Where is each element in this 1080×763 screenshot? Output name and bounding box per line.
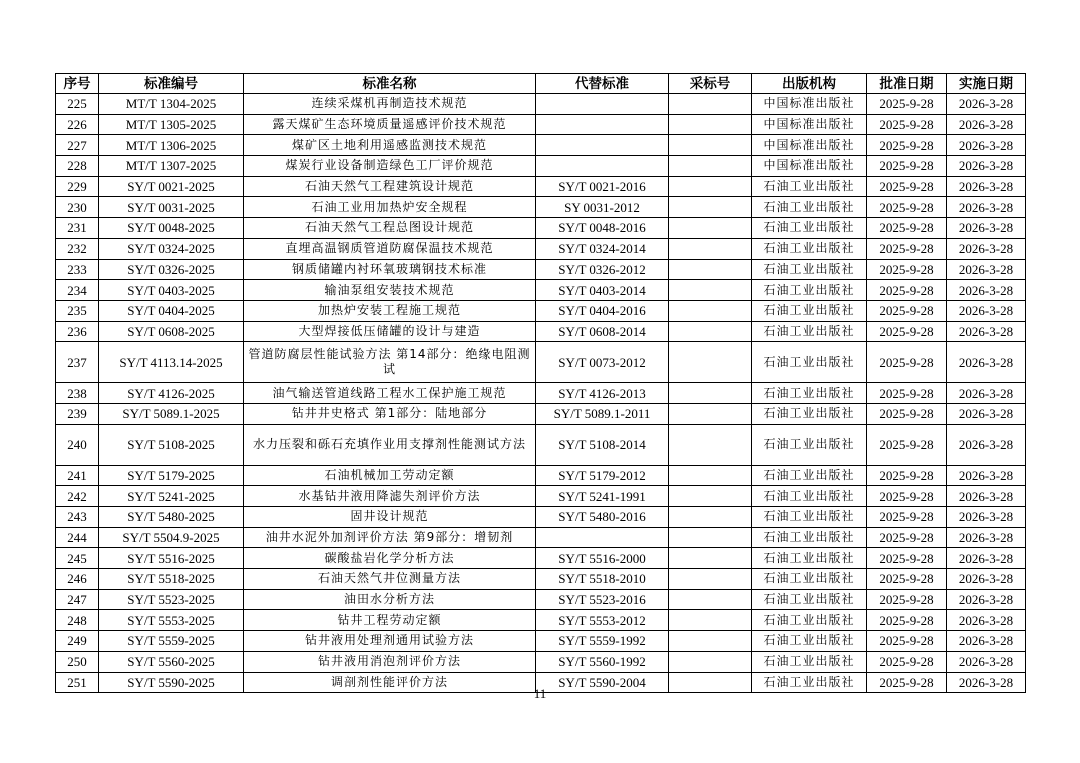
cell-implementation-date: 2026-3-28 [947, 589, 1026, 610]
cell-implementation-date: 2026-3-28 [947, 114, 1026, 135]
cell-implementation-date: 2026-3-28 [947, 507, 1026, 528]
table-row [56, 238, 1026, 259]
table-row [56, 548, 1026, 569]
cell-serial: 248 [56, 610, 99, 631]
cell-replaced-standard: SY/T 5559-1992 [536, 631, 669, 652]
cell-standard-name: 油田水分析方法 [244, 589, 536, 610]
cell-serial: 244 [56, 527, 99, 548]
cell-implementation-date: 2026-3-28 [947, 631, 1026, 652]
cell-standard-number: MT/T 1304-2025 [99, 94, 244, 115]
cell-serial: 235 [56, 300, 99, 321]
cell-replaced-standard: SY 0031-2012 [536, 197, 669, 218]
cell-standard-number: SY/T 5179-2025 [99, 465, 244, 486]
cell-adopted-number [669, 424, 752, 465]
table-row [56, 569, 1026, 590]
cell-publisher: 石油工业出版社 [752, 631, 867, 652]
cell-replaced-standard: SY/T 5108-2014 [536, 424, 669, 465]
table-row [56, 465, 1026, 486]
cell-publisher: 石油工业出版社 [752, 300, 867, 321]
cell-publisher: 石油工业出版社 [752, 197, 867, 218]
cell-serial: 231 [56, 218, 99, 239]
cell-serial: 226 [56, 114, 99, 135]
cell-implementation-date: 2026-3-28 [947, 486, 1026, 507]
cell-adopted-number [669, 114, 752, 135]
cell-approval-date: 2025-9-28 [867, 569, 947, 590]
cell-standard-number: SY/T 5560-2025 [99, 651, 244, 672]
cell-standard-name: 钻井液用处理剂通用试验方法 [244, 631, 536, 652]
cell-serial: 241 [56, 465, 99, 486]
cell-adopted-number [669, 403, 752, 424]
cell-publisher: 石油工业出版社 [752, 610, 867, 631]
cell-replaced-standard: SY/T 5518-2010 [536, 569, 669, 590]
page-number: 11 [533, 686, 547, 701]
cell-serial: 246 [56, 569, 99, 590]
cell-serial: 232 [56, 238, 99, 259]
cell-approval-date: 2025-9-28 [867, 280, 947, 301]
cell-adopted-number [669, 280, 752, 301]
cell-implementation-date: 2026-3-28 [947, 218, 1026, 239]
cell-replaced-standard: SY/T 0324-2014 [536, 238, 669, 259]
table-row [56, 300, 1026, 321]
cell-standard-number: SY/T 5516-2025 [99, 548, 244, 569]
cell-replaced-standard [536, 135, 669, 156]
cell-standard-name: 调剖剂性能评价方法 [244, 672, 536, 693]
table-row [56, 321, 1026, 342]
cell-publisher: 石油工业出版社 [752, 383, 867, 404]
cell-adopted-number [669, 259, 752, 280]
cell-adopted-number [669, 527, 752, 548]
table-row [56, 280, 1026, 301]
cell-implementation-date: 2026-3-28 [947, 424, 1026, 465]
cell-publisher: 石油工业出版社 [752, 280, 867, 301]
cell-standard-name: 石油天然气工程建筑设计规范 [244, 176, 536, 197]
cell-approval-date: 2025-9-28 [867, 176, 947, 197]
cell-implementation-date: 2026-3-28 [947, 156, 1026, 177]
cell-standard-number: SY/T 5590-2025 [99, 672, 244, 693]
cell-adopted-number [669, 631, 752, 652]
cell-standard-name: 碳酸盐岩化学分析方法 [244, 548, 536, 569]
cell-publisher: 石油工业出版社 [752, 176, 867, 197]
cell-standard-number: SY/T 5480-2025 [99, 507, 244, 528]
table-row [56, 403, 1026, 424]
cell-adopted-number [669, 507, 752, 528]
cell-standard-name: 管道防腐层性能试验方法 第14部分：绝缘电阻测试 [244, 342, 536, 383]
cell-implementation-date: 2026-3-28 [947, 238, 1026, 259]
cell-standard-name: 露天煤矿生态环境质量遥感评价技术规范 [244, 114, 536, 135]
cell-standard-number: SY/T 4126-2025 [99, 383, 244, 404]
cell-publisher: 石油工业出版社 [752, 589, 867, 610]
cell-standard-name: 钢质储罐内衬环氧玻璃钢技术标准 [244, 259, 536, 280]
cell-standard-number: SY/T 0031-2025 [99, 197, 244, 218]
cell-approval-date: 2025-9-28 [867, 218, 947, 239]
cell-adopted-number [669, 135, 752, 156]
cell-standard-number: SY/T 0326-2025 [99, 259, 244, 280]
cell-standard-number: SY/T 5523-2025 [99, 589, 244, 610]
table-row [56, 156, 1026, 177]
cell-adopted-number [669, 238, 752, 259]
cell-replaced-standard: SY/T 5179-2012 [536, 465, 669, 486]
cell-serial: 245 [56, 548, 99, 569]
cell-standard-number: MT/T 1307-2025 [99, 156, 244, 177]
cell-publisher: 中国标准出版社 [752, 114, 867, 135]
cell-publisher: 中国标准出版社 [752, 94, 867, 115]
cell-standard-name: 加热炉安装工程施工规范 [244, 300, 536, 321]
header-adopted-number: 采标号 [669, 74, 752, 94]
cell-standard-number: SY/T 5108-2025 [99, 424, 244, 465]
cell-serial: 230 [56, 197, 99, 218]
cell-approval-date: 2025-9-28 [867, 465, 947, 486]
cell-serial: 238 [56, 383, 99, 404]
cell-publisher: 石油工业出版社 [752, 403, 867, 424]
cell-serial: 239 [56, 403, 99, 424]
cell-standard-name: 石油天然气工程总图设计规范 [244, 218, 536, 239]
cell-approval-date: 2025-9-28 [867, 342, 947, 383]
cell-approval-date: 2025-9-28 [867, 631, 947, 652]
cell-standard-name: 石油机械加工劳动定额 [244, 465, 536, 486]
cell-adopted-number [669, 610, 752, 631]
cell-standard-name: 水基钻井液用降滤失剂评价方法 [244, 486, 536, 507]
cell-serial: 249 [56, 631, 99, 652]
cell-serial: 225 [56, 94, 99, 115]
cell-standard-number: SY/T 5553-2025 [99, 610, 244, 631]
table-row [56, 342, 1026, 383]
cell-adopted-number [669, 569, 752, 590]
table-row [56, 527, 1026, 548]
cell-adopted-number [669, 486, 752, 507]
cell-approval-date: 2025-9-28 [867, 403, 947, 424]
cell-serial: 247 [56, 589, 99, 610]
header-standard-name: 标准名称 [244, 74, 536, 94]
cell-approval-date: 2025-9-28 [867, 424, 947, 465]
cell-adopted-number [669, 94, 752, 115]
cell-standard-number: SY/T 0404-2025 [99, 300, 244, 321]
cell-implementation-date: 2026-3-28 [947, 280, 1026, 301]
cell-adopted-number [669, 548, 752, 569]
cell-adopted-number [669, 651, 752, 672]
cell-standard-name: 输油泵组安装技术规范 [244, 280, 536, 301]
cell-standard-name: 煤矿区土地利用遥感监测技术规范 [244, 135, 536, 156]
cell-standard-number: SY/T 0608-2025 [99, 321, 244, 342]
header-publisher: 出版机构 [752, 74, 867, 94]
cell-adopted-number [669, 321, 752, 342]
cell-approval-date: 2025-9-28 [867, 135, 947, 156]
table-body [56, 94, 1026, 693]
cell-approval-date: 2025-9-28 [867, 197, 947, 218]
cell-publisher: 中国标准出版社 [752, 135, 867, 156]
table-row [56, 218, 1026, 239]
table-row [56, 651, 1026, 672]
cell-replaced-standard: SY/T 5523-2016 [536, 589, 669, 610]
cell-adopted-number [669, 383, 752, 404]
cell-replaced-standard [536, 527, 669, 548]
cell-standard-name: 钻井井史格式 第1部分：陆地部分 [244, 403, 536, 424]
cell-adopted-number [669, 218, 752, 239]
cell-approval-date: 2025-9-28 [867, 672, 947, 693]
cell-publisher: 石油工业出版社 [752, 342, 867, 383]
cell-standard-number: SY/T 0403-2025 [99, 280, 244, 301]
cell-standard-name: 固井设计规范 [244, 507, 536, 528]
cell-standard-number: MT/T 1306-2025 [99, 135, 244, 156]
cell-replaced-standard: SY/T 0608-2014 [536, 321, 669, 342]
cell-publisher: 石油工业出版社 [752, 321, 867, 342]
cell-implementation-date: 2026-3-28 [947, 465, 1026, 486]
standards-table [55, 73, 1026, 693]
header-standard-number: 标准编号 [99, 74, 244, 94]
cell-replaced-standard: SY/T 5516-2000 [536, 548, 669, 569]
table-row [56, 259, 1026, 280]
cell-approval-date: 2025-9-28 [867, 527, 947, 548]
table-header-row [56, 74, 1026, 94]
cell-serial: 227 [56, 135, 99, 156]
cell-replaced-standard: SY/T 0326-2012 [536, 259, 669, 280]
cell-serial: 242 [56, 486, 99, 507]
cell-implementation-date: 2026-3-28 [947, 176, 1026, 197]
cell-standard-name: 水力压裂和砾石充填作业用支撑剂性能测试方法 [244, 424, 536, 465]
cell-standard-name: 石油工业用加热炉安全规程 [244, 197, 536, 218]
header-implementation-date: 实施日期 [947, 74, 1026, 94]
cell-approval-date: 2025-9-28 [867, 651, 947, 672]
cell-replaced-standard: SY/T 5590-2004 [536, 672, 669, 693]
cell-publisher: 石油工业出版社 [752, 527, 867, 548]
cell-standard-number: SY/T 5518-2025 [99, 569, 244, 590]
cell-replaced-standard: SY/T 4126-2013 [536, 383, 669, 404]
cell-implementation-date: 2026-3-28 [947, 527, 1026, 548]
header-serial: 序号 [56, 74, 99, 94]
cell-standard-name: 钻井工程劳动定额 [244, 610, 536, 631]
cell-replaced-standard: SY/T 0403-2014 [536, 280, 669, 301]
cell-publisher: 石油工业出版社 [752, 651, 867, 672]
cell-replaced-standard [536, 94, 669, 115]
cell-publisher: 石油工业出版社 [752, 486, 867, 507]
cell-approval-date: 2025-9-28 [867, 383, 947, 404]
cell-adopted-number [669, 176, 752, 197]
cell-standard-name: 大型焊接低压储罐的设计与建造 [244, 321, 536, 342]
cell-replaced-standard: SY/T 5089.1-2011 [536, 403, 669, 424]
cell-adopted-number [669, 197, 752, 218]
cell-adopted-number [669, 300, 752, 321]
cell-replaced-standard [536, 156, 669, 177]
cell-standard-number: SY/T 0048-2025 [99, 218, 244, 239]
cell-replaced-standard: SY/T 0048-2016 [536, 218, 669, 239]
cell-implementation-date: 2026-3-28 [947, 672, 1026, 693]
header-replaced-standard: 代替标准 [536, 74, 669, 94]
cell-serial: 234 [56, 280, 99, 301]
cell-adopted-number [669, 589, 752, 610]
table-row [56, 135, 1026, 156]
cell-approval-date: 2025-9-28 [867, 238, 947, 259]
cell-publisher: 石油工业出版社 [752, 465, 867, 486]
cell-replaced-standard: SY/T 5241-1991 [536, 486, 669, 507]
cell-standard-number: SY/T 5241-2025 [99, 486, 244, 507]
cell-replaced-standard: SY/T 0021-2016 [536, 176, 669, 197]
cell-implementation-date: 2026-3-28 [947, 383, 1026, 404]
table-row [56, 589, 1026, 610]
cell-publisher: 石油工业出版社 [752, 218, 867, 239]
header-approval-date: 批准日期 [867, 74, 947, 94]
cell-approval-date: 2025-9-28 [867, 321, 947, 342]
cell-serial: 229 [56, 176, 99, 197]
cell-publisher: 石油工业出版社 [752, 548, 867, 569]
table-row [56, 114, 1026, 135]
cell-implementation-date: 2026-3-28 [947, 197, 1026, 218]
cell-standard-number: SY/T 5504.9-2025 [99, 527, 244, 548]
cell-approval-date: 2025-9-28 [867, 94, 947, 115]
cell-approval-date: 2025-9-28 [867, 259, 947, 280]
cell-serial: 236 [56, 321, 99, 342]
cell-adopted-number [669, 465, 752, 486]
cell-replaced-standard: SY/T 5553-2012 [536, 610, 669, 631]
cell-serial: 250 [56, 651, 99, 672]
cell-implementation-date: 2026-3-28 [947, 94, 1026, 115]
cell-publisher: 石油工业出版社 [752, 259, 867, 280]
cell-standard-number: SY/T 5559-2025 [99, 631, 244, 652]
cell-implementation-date: 2026-3-28 [947, 403, 1026, 424]
cell-serial: 233 [56, 259, 99, 280]
cell-serial: 243 [56, 507, 99, 528]
table-row [56, 197, 1026, 218]
cell-standard-name: 油气输送管道线路工程水工保护施工规范 [244, 383, 536, 404]
cell-implementation-date: 2026-3-28 [947, 321, 1026, 342]
cell-standard-number: MT/T 1305-2025 [99, 114, 244, 135]
table-row [56, 424, 1026, 465]
cell-approval-date: 2025-9-28 [867, 548, 947, 569]
table-row [56, 486, 1026, 507]
cell-approval-date: 2025-9-28 [867, 300, 947, 321]
table-row [56, 94, 1026, 115]
cell-implementation-date: 2026-3-28 [947, 300, 1026, 321]
cell-approval-date: 2025-9-28 [867, 589, 947, 610]
cell-replaced-standard: SY/T 0404-2016 [536, 300, 669, 321]
cell-standard-number: SY/T 5089.1-2025 [99, 403, 244, 424]
cell-implementation-date: 2026-3-28 [947, 548, 1026, 569]
cell-adopted-number [669, 342, 752, 383]
cell-implementation-date: 2026-3-28 [947, 342, 1026, 383]
cell-publisher: 石油工业出版社 [752, 569, 867, 590]
cell-serial: 240 [56, 424, 99, 465]
cell-publisher: 中国标准出版社 [752, 156, 867, 177]
cell-publisher: 石油工业出版社 [752, 507, 867, 528]
table-row [56, 383, 1026, 404]
cell-standard-name: 煤炭行业设备制造绿色工厂评价规范 [244, 156, 536, 177]
cell-serial: 237 [56, 342, 99, 383]
cell-approval-date: 2025-9-28 [867, 507, 947, 528]
cell-publisher: 石油工业出版社 [752, 424, 867, 465]
cell-approval-date: 2025-9-28 [867, 156, 947, 177]
cell-standard-name: 钻井液用消泡剂评价方法 [244, 651, 536, 672]
cell-implementation-date: 2026-3-28 [947, 651, 1026, 672]
cell-implementation-date: 2026-3-28 [947, 135, 1026, 156]
cell-replaced-standard: SY/T 5480-2016 [536, 507, 669, 528]
table-row [56, 176, 1026, 197]
cell-replaced-standard [536, 114, 669, 135]
cell-replaced-standard: SY/T 5560-1992 [536, 651, 669, 672]
cell-publisher: 石油工业出版社 [752, 238, 867, 259]
cell-implementation-date: 2026-3-28 [947, 569, 1026, 590]
table-row [56, 610, 1026, 631]
cell-serial: 251 [56, 672, 99, 693]
cell-implementation-date: 2026-3-28 [947, 610, 1026, 631]
table-row [56, 507, 1026, 528]
table-row [56, 631, 1026, 652]
cell-standard-name: 石油天然气井位测量方法 [244, 569, 536, 590]
cell-approval-date: 2025-9-28 [867, 114, 947, 135]
cell-standard-number: SY/T 0324-2025 [99, 238, 244, 259]
cell-serial: 228 [56, 156, 99, 177]
cell-approval-date: 2025-9-28 [867, 486, 947, 507]
cell-replaced-standard: SY/T 0073-2012 [536, 342, 669, 383]
cell-standard-name: 油井水泥外加剂评价方法 第9部分：增韧剂 [244, 527, 536, 548]
cell-standard-name: 直埋高温钢质管道防腐保温技术规范 [244, 238, 536, 259]
cell-publisher: 石油工业出版社 [752, 672, 867, 693]
cell-approval-date: 2025-9-28 [867, 610, 947, 631]
cell-standard-name: 连续采煤机再制造技术规范 [244, 94, 536, 115]
cell-implementation-date: 2026-3-28 [947, 259, 1026, 280]
cell-standard-number: SY/T 0021-2025 [99, 176, 244, 197]
cell-standard-number: SY/T 4113.14-2025 [99, 342, 244, 383]
cell-adopted-number [669, 156, 752, 177]
